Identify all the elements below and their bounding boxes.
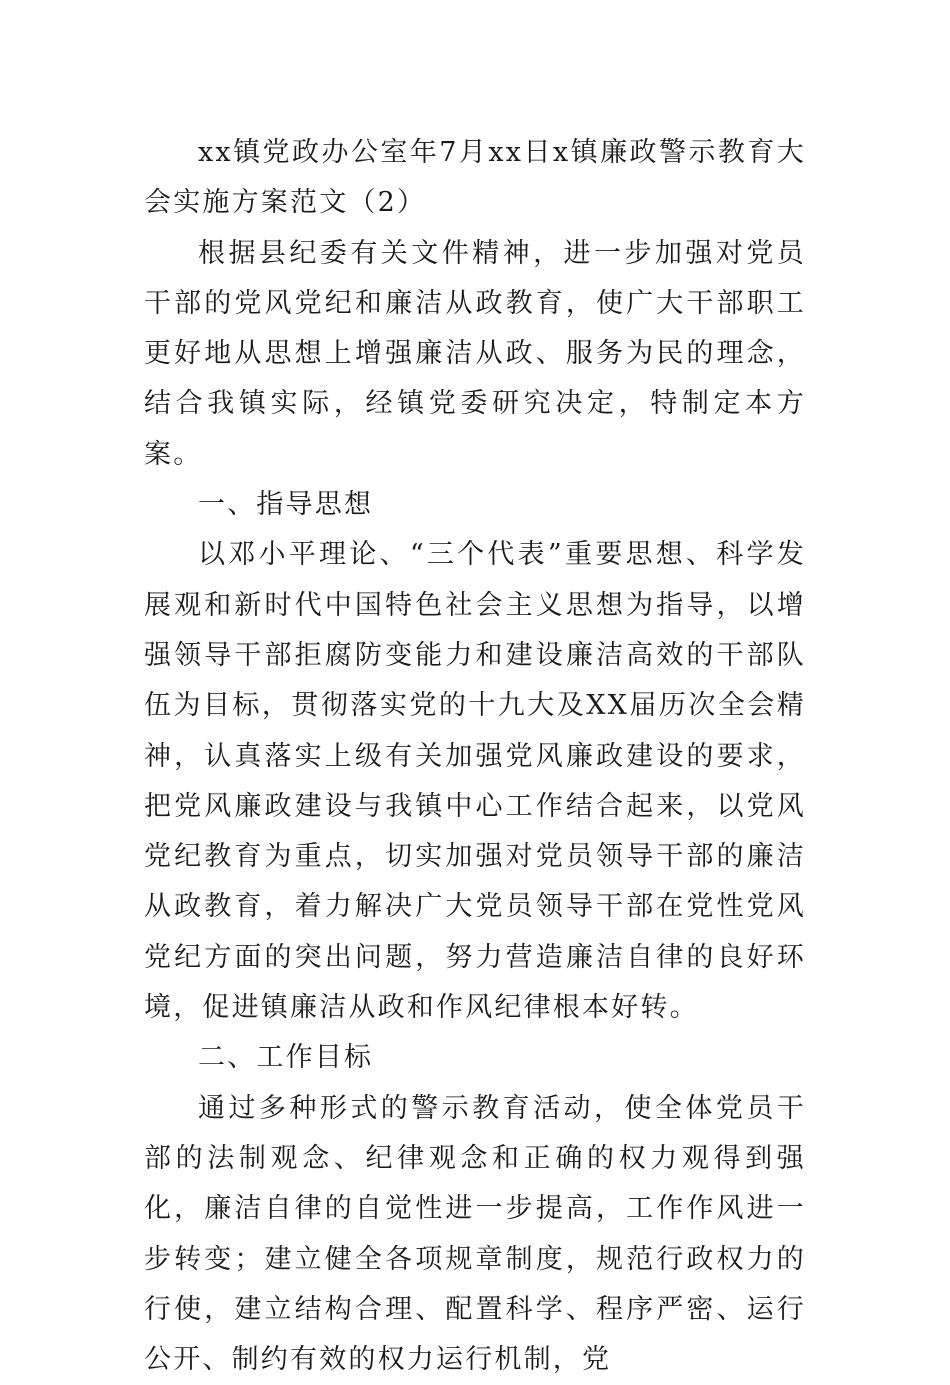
- section-body-guiding-ideology: 以邓小平理论、“三个代表”重要思想、科学发展观和新时代中国特色社会主义思想为指导，以增强领导干部拒腐防变能力和建设廉洁高效的干部队伍为目标，贯彻落实党的十九大及XX届历次全会精神，认真落实上级有关加强党风廉政建设的要求，把党风廉政建设与我镇中心工作结合起来，以党风党纪教育为重点，切实加强对党员领导干部的廉洁从政教育，着力解决广大党员领导干部在党性党风党纪方面的突出问题，努力营造廉洁自律的良好环境，促进镇廉洁从政和作风纪律根本好转。: [144, 539, 806, 1024]
- document-body: [144, 128, 806, 1385]
- document-title: xx镇党政办公室年7月xx日x镇廉政警示教育大会实施方案范文（2）: [144, 137, 806, 219]
- section-body-work-goals: 通过多种形式的警示教育活动，使全体党员干部的法制观念、纪律观念和正确的权力观得到强化，廉洁自律的自觉性进一步提高，工作作风进一步转变；建立健全各项规章制度，规范行政权力的行使，建立结构合理、配置科学、程序严密、运行公开、制约有效的权力运行机制，党: [144, 1092, 806, 1376]
- intro-paragraph: 根据县纪委有关文件精神，进一步加强对党员干部的党风党纪和廉洁从政教育，使广大干部职工更好地从思想上增强廉洁从政、服务为民的理念，结合我镇实际，经镇党委研究决定，特制定本方案。: [144, 237, 806, 470]
- section-heading-work-goals: 二、工作目标: [198, 1042, 374, 1074]
- section-heading-guiding-ideology: 一、指导思想: [198, 489, 374, 521]
